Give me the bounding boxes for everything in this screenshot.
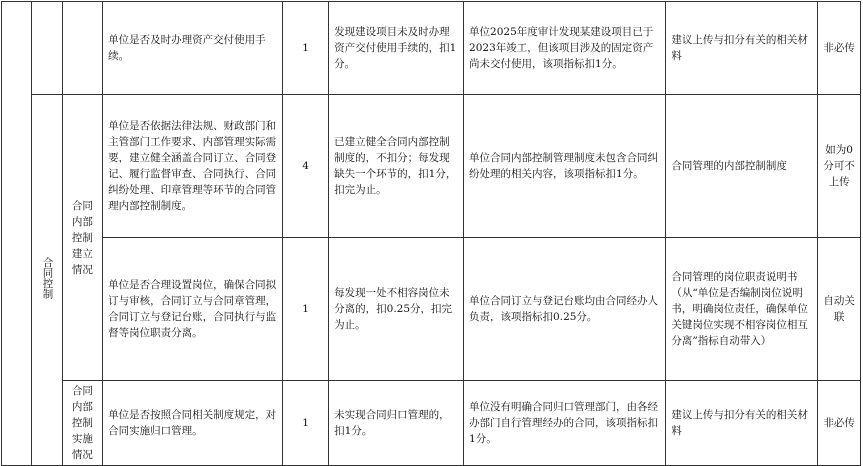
category-cell: [32, 95, 62, 466]
score-cell: 1: [283, 238, 329, 381]
table-row: [2, 381, 861, 466]
table-row: [2, 95, 861, 238]
standard-cell: 每发现一处不相容岗位未分离的，扣0.25分，扣完为止。: [329, 238, 464, 381]
subcategory-cell-empty: [62, 2, 102, 95]
score-cell: 1: [283, 381, 329, 466]
table-row: [2, 238, 861, 381]
materials-cell: 建议上传与扣分有关的相关材料: [666, 2, 818, 95]
content-cell: 单位是否及时办理资产交付使用手续。: [103, 2, 283, 95]
materials-cell: 建议上传与扣分有关的相关材料: [666, 381, 818, 466]
score-cell: 1: [283, 2, 329, 95]
content-cell: 单位是否依据法律法规、财政部门和主管部门工作要求、内部管理实际需要，建立健全涵盖合同订立、合同登记、履行监督审查、合同执行、合同纠纷处理、印章管理等环节的合同管理内部控制制度。: [103, 95, 283, 238]
materials-cell: 合同管理的内部控制制度: [666, 95, 818, 238]
example-cell: 单位合同订立与登记台账均由合同经办人负责，该项指标扣0.25分。: [464, 238, 666, 381]
standard-cell: 未实现合同归口管理的，扣1分。: [329, 381, 464, 466]
note-cell: 非必传: [818, 2, 861, 95]
note-cell: 自动关联: [818, 238, 861, 381]
example-cell: 单位没有明确合同归口管理部门，由各经办部门自行管理经办的合同，该项指标扣1分。: [464, 381, 666, 466]
example-cell: 单位合同内部控制管理制度未包含合同纠纷处理的相关内容，该项指标扣1分。: [464, 95, 666, 238]
outer-margin-cell: [2, 2, 32, 466]
standard-cell: 发现建设项目未及时办理资产交付使用手续的，扣1分。: [329, 2, 464, 95]
content-cell: 单位是否合理设置岗位，确保合同拟订与审核，合同订立与合同章管理，合同订立与登记台账，合同执行与监督等岗位职责分离。: [103, 238, 283, 381]
evaluation-table: [1, 1, 861, 466]
subcategory-cell: 合同内部控制建立情况: [62, 95, 102, 381]
note-cell: 如为0分可不上传: [818, 95, 861, 238]
note-cell: 非必传: [818, 381, 861, 466]
standard-cell: 已建立健全合同内部控制制度的，不扣分；每发现缺失一个环节的，扣1分，扣完为止。: [329, 95, 464, 238]
example-cell: 单位2025年度审计发现某建设项目已于2023年竣工，但该项目涉及的固定资产尚未交付使用，该项指标扣1分。: [464, 2, 666, 95]
score-cell: 4: [283, 95, 329, 238]
subcategory-cell: 合同内部控制实施情况: [62, 381, 102, 466]
materials-cell: 合同管理的岗位职责说明书（从“单位是否编制岗位说明书，明确岗位责任，确保单位关键岗位实现不相容岗位相互分离”指标自动带入）: [666, 238, 818, 381]
category-label: 合同控制: [41, 256, 54, 299]
category-cell-empty: [32, 2, 62, 95]
content-cell: 单位是否按照合同相关制度规定，对合同实施归口管理。: [103, 381, 283, 466]
table-row: [2, 2, 861, 95]
